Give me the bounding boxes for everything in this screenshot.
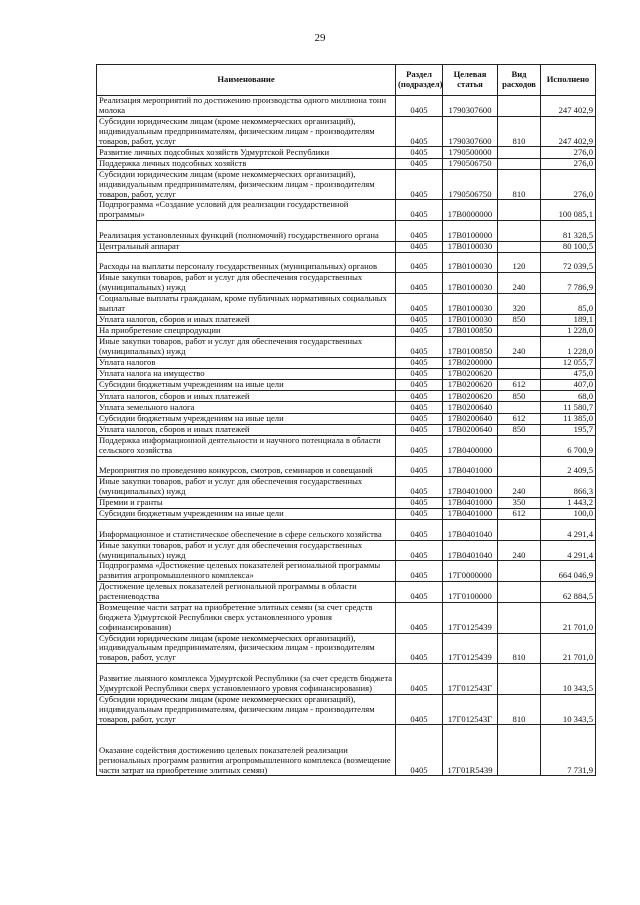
row-type [498,561,541,582]
row-name: Премии и гранты [97,497,396,508]
table-row [97,368,596,379]
row-section: 0405 [396,252,443,272]
row-article: 17В0200640 [443,413,498,424]
row-article: 17В0401040 [443,540,498,561]
row-article: 17Г0100000 [443,582,498,603]
row-article: 17В0200000 [443,357,498,368]
table-row [97,241,596,252]
row-section: 0405 [396,357,443,368]
row-type [498,200,541,221]
row-amount: 276,0 [541,158,596,169]
row-name: Оказание содействия достижению целевых показателей реализации региональных программ развития агропромышленного комплекса (возмещение части затрат на приобретение элитных семян) [97,725,396,776]
table-row [97,391,596,402]
row-section: 0405 [396,413,443,424]
row-section: 0405 [396,582,443,603]
row-section: 0405 [396,314,443,325]
row-name: Реализация установленных функций (полномочий) государственного органа [97,221,396,241]
row-section: 0405 [396,147,443,158]
row-name: Развитие личных подсобных хозяйств Удмуртской Республики [97,147,396,158]
row-article: 17Г012543Г [443,664,498,695]
row-type [498,602,541,633]
row-article: 17В0400000 [443,436,498,457]
row-section: 0405 [396,293,443,314]
row-type: 240 [498,273,541,294]
row-amount: 10 343,5 [541,694,596,725]
row-amount: 407,0 [541,380,596,391]
table-row [97,602,596,633]
row-type: 350 [498,497,541,508]
row-amount: 276,0 [541,169,596,200]
row-type: 850 [498,424,541,435]
row-name: Субсидии юридическим лицам (кроме некоммерческих организаций), индивидуальным предпринимателям, физическим лицам - производителям товаров, работ, услуг [97,633,396,664]
row-article: 17В0401000 [443,509,498,520]
row-type: 240 [498,336,541,357]
table-row [97,293,596,314]
row-amount: 81 328,5 [541,221,596,241]
header-article: Целевая статья [443,65,498,96]
row-article: 17В0200620 [443,391,498,402]
row-type [498,357,541,368]
row-name: Расходы на выплаты персоналу государственных (муниципальных) органов [97,252,396,272]
table-row [97,402,596,413]
row-section: 0405 [396,221,443,241]
row-type [498,582,541,603]
row-name: Подпрограмма «Создание условий для реализации государственной программы» [97,200,396,221]
row-type [498,368,541,379]
row-type: 120 [498,252,541,272]
table-row [97,314,596,325]
row-name: Информационное и статистическое обеспечение в сфере сельского хозяйства [97,520,396,540]
header-name: Наименование [97,65,396,96]
row-article: 17В0401000 [443,477,498,498]
row-amount: 68,0 [541,391,596,402]
table-row [97,413,596,424]
row-article: 17В0100850 [443,325,498,336]
table-row [97,694,596,725]
row-article: 17В0100030 [443,293,498,314]
row-amount: 100 085,1 [541,200,596,221]
row-type [498,158,541,169]
row-article: 17В0200620 [443,368,498,379]
row-name: Центральный аппарат [97,241,396,252]
row-name: Достижение целевых показателей региональной программы в области растениеводства [97,582,396,603]
table-row [97,221,596,241]
row-article: 17В0401000 [443,456,498,476]
row-article: 1790506750 [443,169,498,200]
row-name: Поддержка личных подсобных хозяйств [97,158,396,169]
row-section: 0405 [396,158,443,169]
header-amount: Исполнено [541,65,596,96]
row-article: 17В0200620 [443,380,498,391]
row-section: 0405 [396,664,443,695]
row-section: 0405 [396,391,443,402]
table-row [97,325,596,336]
row-section: 0405 [396,456,443,476]
row-article: 17В0200640 [443,424,498,435]
row-article: 17В0100030 [443,273,498,294]
row-type [498,147,541,158]
row-type [498,664,541,695]
row-section: 0405 [396,497,443,508]
row-type: 810 [498,116,541,147]
row-type: 612 [498,413,541,424]
row-type [498,520,541,540]
row-type [498,96,541,117]
table-row [97,273,596,294]
row-name: На приобретение спецпродукции [97,325,396,336]
row-article: 17В0401000 [443,497,498,508]
table-row [97,477,596,498]
row-name: Субсидии юридическим лицам (кроме некоммерческих организаций), индивидуальным предпринимателям, физическим лицам - производителям товаров, работ, услуг [97,169,396,200]
row-section: 0405 [396,96,443,117]
table-row [97,424,596,435]
row-section: 0405 [396,368,443,379]
row-section: 0405 [396,402,443,413]
row-amount: 247 402,9 [541,116,596,147]
row-name: Иные закупки товаров, работ и услуг для обеспечения государственных (муниципальных) нужд [97,273,396,294]
row-amount: 11 580,7 [541,402,596,413]
row-section: 0405 [396,436,443,457]
row-section: 0405 [396,241,443,252]
row-amount: 1 228,0 [541,325,596,336]
row-amount: 10 343,5 [541,664,596,695]
row-amount: 247 402,9 [541,96,596,117]
row-article: 17В0100000 [443,221,498,241]
row-section: 0405 [396,561,443,582]
row-article: 17В0000000 [443,200,498,221]
row-article: 1790307600 [443,116,498,147]
row-amount: 21 701,0 [541,633,596,664]
row-amount: 475,0 [541,368,596,379]
table-row [97,456,596,476]
row-type [498,402,541,413]
table-row [97,380,596,391]
row-name: Субсидии бюджетным учреждениям на иные цели [97,380,396,391]
row-name: Реализация мероприятий по достижению производства одного миллиона тонн молока [97,96,396,117]
row-name: Субсидии юридическим лицам (кроме некоммерческих организаций), индивидуальным предпринимателям, физическим лицам - производителям товаров, работ, услуг [97,694,396,725]
row-name: Уплата налогов [97,357,396,368]
row-amount: 2 409,5 [541,456,596,476]
row-name: Субсидии бюджетным учреждениям на иные цели [97,413,396,424]
row-article: 17Г0125439 [443,602,498,633]
table-row [97,497,596,508]
row-amount: 80 100,5 [541,241,596,252]
row-section: 0405 [396,116,443,147]
table-row [97,252,596,272]
row-section: 0405 [396,633,443,664]
table-row [97,357,596,368]
row-name: Подпрограмма «Достижение целевых показателей региональной программы развития агропромышленного комплекса» [97,561,396,582]
table-row [97,633,596,664]
row-type: 850 [498,391,541,402]
row-section: 0405 [396,694,443,725]
row-section: 0405 [396,602,443,633]
row-name: Уплата земельного налога [97,402,396,413]
row-type: 240 [498,477,541,498]
row-amount: 12 055,7 [541,357,596,368]
row-amount: 7 786,9 [541,273,596,294]
row-type: 810 [498,694,541,725]
row-article: 1790307600 [443,96,498,117]
row-article: 17В0100850 [443,336,498,357]
row-amount: 72 039,5 [541,252,596,272]
table-row [97,158,596,169]
row-article: 17В0401040 [443,520,498,540]
row-amount: 189,1 [541,314,596,325]
row-article: 17Г01R5439 [443,725,498,776]
row-article: 17В0100030 [443,314,498,325]
row-section: 0405 [396,273,443,294]
row-article: 17В0100030 [443,252,498,272]
row-type [498,241,541,252]
row-article: 17В0200640 [443,402,498,413]
row-name: Социальные выплаты гражданам, кроме публичных нормативных социальных выплат [97,293,396,314]
table-row [97,664,596,695]
row-type: 810 [498,633,541,664]
row-amount: 276,0 [541,147,596,158]
row-name: Уплата налога на имущество [97,368,396,379]
row-amount: 7 731,9 [541,725,596,776]
row-article: 1790506750 [443,158,498,169]
table-row [97,116,596,147]
row-section: 0405 [396,725,443,776]
row-article: 17Г0000000 [443,561,498,582]
row-amount: 195,7 [541,424,596,435]
row-amount: 1 228,0 [541,336,596,357]
table-row [97,336,596,357]
row-name: Иные закупки товаров, работ и услуг для обеспечения государственных (муниципальных) нужд [97,336,396,357]
header-section: Раздел (подраздел) [396,65,443,96]
row-name: Возмещение части затрат на приобретение элитных семян (за счет средств бюджета Удмуртской Республики сверх установленного уровня софинансирования) [97,602,396,633]
row-name: Уплата налогов, сборов и иных платежей [97,314,396,325]
row-name: Иные закупки товаров, работ и услуг для обеспечения государственных (муниципальных) нужд [97,477,396,498]
row-name: Поддержка информационной деятельности и научного потенциала в области сельского хозяйства [97,436,396,457]
row-type: 612 [498,380,541,391]
row-type [498,436,541,457]
table-row [97,540,596,561]
row-amount: 11 385,0 [541,413,596,424]
row-amount: 664 046,9 [541,561,596,582]
row-section: 0405 [396,509,443,520]
row-article: 17Г0125439 [443,633,498,664]
row-section: 0405 [396,424,443,435]
row-type [498,221,541,241]
table-row [97,169,596,200]
row-type: 850 [498,314,541,325]
row-amount: 85,0 [541,293,596,314]
row-amount: 1 443,2 [541,497,596,508]
row-amount: 866,3 [541,477,596,498]
table-row [97,96,596,117]
row-amount: 21 701,0 [541,602,596,633]
budget-table [96,64,596,776]
table-row [97,509,596,520]
row-amount: 6 700,9 [541,436,596,457]
table-row [97,147,596,158]
table-row [97,582,596,603]
table-row [97,561,596,582]
table-row [97,725,596,776]
row-amount: 62 884,5 [541,582,596,603]
table-row [97,520,596,540]
row-name: Иные закупки товаров, работ и услуг для обеспечения государственных (муниципальных) нужд [97,540,396,561]
row-name: Уплата налогов, сборов и иных платежей [97,424,396,435]
row-name: Субсидии бюджетным учреждениям на иные цели [97,509,396,520]
row-section: 0405 [396,380,443,391]
row-type: 240 [498,540,541,561]
table-body [97,96,596,776]
row-article: 17Г012543Г [443,694,498,725]
row-amount: 4 291,4 [541,540,596,561]
row-section: 0405 [396,477,443,498]
row-section: 0405 [396,520,443,540]
row-amount: 4 291,4 [541,520,596,540]
row-amount: 100,0 [541,509,596,520]
row-article: 17В0100030 [443,241,498,252]
row-section: 0405 [396,336,443,357]
row-section: 0405 [396,169,443,200]
row-section: 0405 [396,200,443,221]
table-row [97,436,596,457]
row-section: 0405 [396,325,443,336]
row-type [498,325,541,336]
row-name: Субсидии юридическим лицам (кроме некоммерческих организаций), индивидуальным предпринимателям, физическим лицам - производителям товаров, работ, услуг [97,116,396,147]
row-type [498,456,541,476]
row-type: 810 [498,169,541,200]
row-name: Развитие льняного комплекса Удмуртской Республики (за счет средств бюджета Удмуртской Республики сверх установленного уровня софинансирования) [97,664,396,695]
row-name: Мероприятия по проведению конкурсов, смотров, семинаров и совещаний [97,456,396,476]
table-header-row [97,65,596,96]
header-type: Вид расходов [498,65,541,96]
row-type: 612 [498,509,541,520]
row-type: 320 [498,293,541,314]
row-type [498,725,541,776]
row-article: 1790500000 [443,147,498,158]
table-row [97,200,596,221]
page-number: 29 [314,32,326,44]
row-section: 0405 [396,540,443,561]
row-name: Уплата налогов, сборов и иных платежей [97,391,396,402]
